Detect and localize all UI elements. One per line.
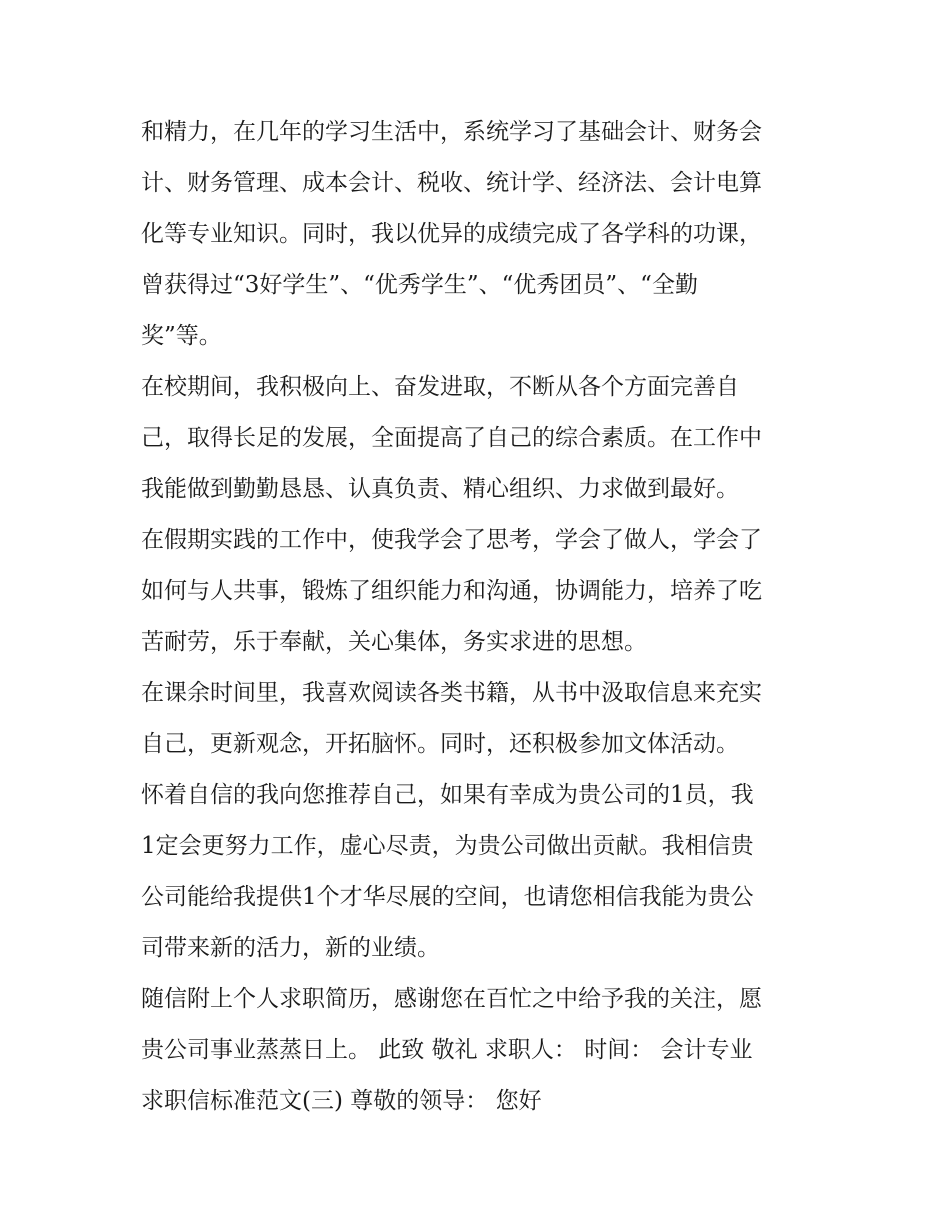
text-line: 我能做到勤勤恳恳、认真负责、精心组织、力求做到最好。 — [141, 476, 739, 502]
text-line: 化等专业知识。同时，我以优异的成绩完成了各学科的功课， — [141, 221, 762, 247]
text-line: 如何与人共事，锻炼了组织能力和沟通，协调能力，培养了吃 — [141, 578, 762, 604]
text-line: 1定会更努力工作，虚心尽责，为贵公司做出贡献。我相信贵 — [141, 833, 754, 859]
text-line: 怀着自信的我向您推荐自己，如果有幸成为贵公司的1员，我 — [141, 782, 754, 808]
text-line: 奖”等。 — [141, 323, 222, 349]
text-line: 贵公司事业蒸蒸日上。 此致 敬礼 求职人： 时间： 会计专业 — [141, 1037, 753, 1063]
text-line: 随信附上个人求职简历，感谢您在百忙之中给予我的关注，愿 — [141, 986, 762, 1012]
text-line: 在校期间，我积极向上、奋发进取，不断从各个方面完善自 — [141, 374, 739, 400]
text-line: 司带来新的活力，新的业绩。 — [141, 935, 440, 961]
text-line: 和精力，在几年的学习生活中，系统学习了基础会计、财务会 — [141, 119, 762, 145]
body-text — [141, 107, 821, 1127]
text-line: 公司能给我提供1个才华尽展的空间，也请您相信我能为贵公 — [141, 884, 754, 910]
text-line: 苦耐劳，乐于奉献，关心集体，务实求进的思想。 — [141, 629, 647, 655]
text-line: 在假期实践的工作中，使我学会了思考，学会了做人，学会了 — [141, 527, 762, 553]
text-line: 己，取得长足的发展，全面提高了自己的综合素质。在工作中 — [141, 425, 762, 451]
text-line: 自己，更新观念，开拓脑怀。同时，还积极参加文体活动。 — [141, 731, 739, 757]
text-line: 求职信标准范文(三) 尊敬的领导： 您好 — [141, 1088, 542, 1114]
text-line: 曾获得过“3好学生”、“优秀学生”、“优秀团员”、“全勤 — [141, 272, 698, 298]
text-line: 在课余时间里，我喜欢阅读各类书籍，从书中汲取信息来充实 — [141, 680, 762, 706]
text-line: 计、财务管理、成本会计、税收、统计学、经济法、会计电算 — [141, 170, 762, 196]
